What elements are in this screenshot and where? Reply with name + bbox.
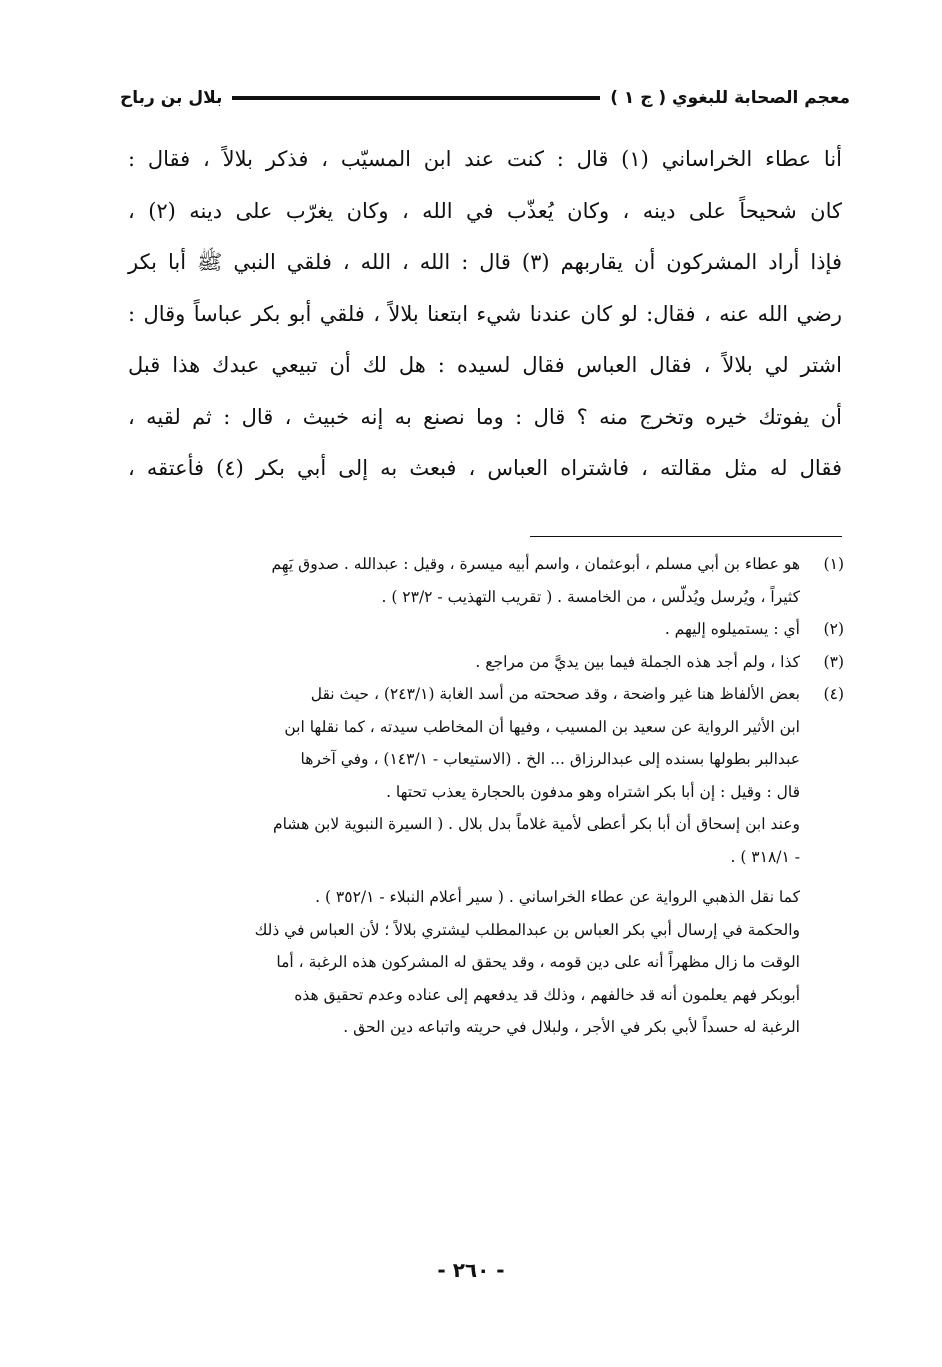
page-number: - ٢٦٠ - <box>437 1258 505 1282</box>
entry-title: بلال بن رباح <box>120 88 223 108</box>
footnote-line: أي : يستميلوه إليهم . <box>664 620 800 638</box>
footnote-line: وعند ابن إسحاق أن أبا بكر أعطى لأمية غلاماً بدل بلال . ( السيرة النبوية لابن هشام <box>272 815 800 833</box>
footnote-line: أبوبكر فهم يعلمون أنه قد خالفهم ، وذلك قد يدفعهم إلى عناده وعدم تحقيق هذه <box>294 985 800 1004</box>
footnote-continuation <box>128 881 844 1044</box>
book-title: معجم الصحابة للبغوي ( ج ١ ) <box>610 88 850 108</box>
footnote-text <box>128 548 800 613</box>
body-line: فقال له مثل مقالته ، فاشتراه العباس ، فبعث به إلى أبي بكر (٤) فأعتقه ، <box>128 456 842 480</box>
main-text <box>128 134 842 495</box>
footnote-line: قال : وقيل : إن أبا بكر اشتراه وهو مدفون بالحجارة يعذب تحتها . <box>386 782 800 801</box>
footnote-4 <box>128 678 844 873</box>
footnote-3 <box>128 646 844 679</box>
footnote-line: هو عطاء بن أبي مسلم ، أبوعثمان ، واسم أبيه ميسرة ، وقيل : عبدالله . صدوق يَهِم <box>271 555 800 573</box>
footnote-2 <box>128 613 844 646</box>
footnote-line: عبدالبر بطولها بسنده إلى عبدالرزاق ... الخ . (الاستيعاب - ١٤٣/١) ، وفي آخرها <box>300 750 800 768</box>
footnote-line: كما نقل الذهبي الرواية عن عطاء الخراساني . ( سير أعلام النبلاء - ٣٥٢/١ ) . <box>315 888 800 906</box>
body-line: اشتر لي بلالاً ، فقال العباس فقال لسيده : هل لك أن تبيعي عبدك هذا قبل <box>128 353 842 377</box>
footnote-line: بعض الألفاظ هنا غير واضحة ، وقد صححته من أسد الغابة (٢٤٣/١) ، حيث نقل <box>310 685 800 703</box>
footnote-number: (٤) <box>823 685 844 703</box>
body-line: كان شحيحاً على دينه ، وكان يُعذّب في الله ، وكان يغرّب على دينه (٢) ، <box>128 198 842 223</box>
footnote-separator <box>530 536 842 537</box>
footnote-line: الرغبة له حسداً لأبي بكر في الأجر ، ولبلال في حريته واتباعه دين الحق . <box>343 1018 800 1036</box>
footnote-text <box>128 678 800 873</box>
header-rule <box>232 96 600 100</box>
footnote-number: (٢) <box>823 620 844 638</box>
body-line: أن يفوتك خيره وتخرج منه ؟ قال : وما نصنع به إنه خبيث ، قال : ثم لقيه ، <box>128 404 842 429</box>
footnote-line: والحكمة في إرسال أبي بكر العباس بن عبدالمطلب ليشتري بلالاً ؛ لأن العباس في ذلك <box>254 920 800 939</box>
footnote-line: كذا ، ولم أجد هذه الجملة فيما بين يديَّ من مراجع . <box>475 652 800 671</box>
footnote-line: - ٣١٨/١ ) . <box>730 847 800 866</box>
footnote-number: (٣) <box>823 652 844 671</box>
footnote-1 <box>128 548 844 613</box>
footnote-text <box>128 613 800 646</box>
running-header <box>120 80 850 116</box>
footnote-line: ابن الأثير الرواية عن سعيد بن المسيب ، وفيها أن المخاطب سيدته ، كما نقلها ابن <box>284 717 800 736</box>
body-line: أنا عطاء الخراساني (١) قال : كنت عند ابن المسيّب ، فذكر بلالاً ، فقال : <box>128 147 842 171</box>
body-line: رضي الله عنه ، فقال: لو كان عندنا شيء ابتعنا بلالاً ، فلقي أبو بكر عباساً وقال : <box>128 301 842 326</box>
footnote-line: كثيراً ، ويُرسل ويُدلّس ، من الخامسة . ( تقريب التهذيب - ٢٣/٢ ) . <box>381 587 800 606</box>
body-line: فإذا أراد المشركون أن يقاربهم (٣) قال : الله ، الله ، فلقي النبي ﷺ أبا بكر <box>128 250 842 274</box>
footnote-text <box>128 646 800 679</box>
footnote-line: الوقت ما زال مظهراً أنه على دين قومه ، وقد يحقق له المشركون هذه الرغبة ، أما <box>276 953 800 971</box>
footnotes <box>128 548 844 1044</box>
footnote-number: (١) <box>823 555 844 573</box>
footnote-gap <box>128 873 844 881</box>
